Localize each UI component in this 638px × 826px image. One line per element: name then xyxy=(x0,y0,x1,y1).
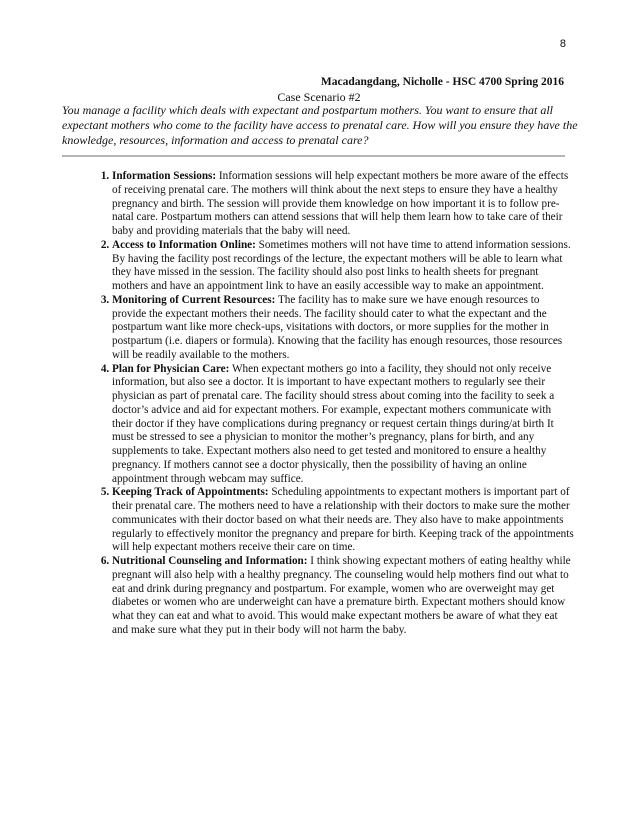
item-text: I think showing expectant mothers of eating healthy while pregnant will also help with a healthy pregnancy. The counseling would help mothers find out what to eat and drink during pregnancy and postpartum. For example, women who are overweight may get diabetes or women who are underweight can have a premature birth. Expectant mothers should know what they can eat and what to avoid. This would make expectant mothers be aware of what they eat and make sure what they put in their body will not harm the baby. xyxy=(112,555,571,636)
divider xyxy=(62,155,565,157)
item-heading: Access to Information Online: xyxy=(112,238,256,251)
answer-list xyxy=(84,170,574,638)
page-number: 8 xyxy=(559,38,566,50)
case-title: Case Scenario #2 xyxy=(277,90,361,104)
list-item xyxy=(112,363,574,487)
list-item xyxy=(112,486,574,555)
item-heading: Information Sessions: xyxy=(112,170,217,182)
item-text: Scheduling appointments to expectant mothers is important part of their prenatal care. The mothers need to have a relationship with their doctors to make sure the mother communicates with their doctor based on what their needs are. They also have to make appointments regularly to effectively monitor the pregnancy and prepare for birth. Keeping track of the appointments will help expectant mothers receive their care on time. xyxy=(112,486,574,554)
list-item xyxy=(112,555,574,638)
item-text: Sometimes mothers will not have time to attend information sessions. By having the facility post recordings of the lecture, the expectant mothers will be able to learn what they have missed in the session. The facility should also post links to health sheets for pregnant mothers and have an appointment link to have an easily accessible way to make an appointment. xyxy=(112,238,571,292)
item-text: Information sessions will help expectant mothers be more aware of the effects of receiving prenatal care. The mothers will think about the next steps to ensure they have a healthy pregnancy and birth. The session will provide them knowledge on how important it is to follow pre-natal care. Postpartum mothers can attend sessions that will help them learn how to take care of their baby and providing materials that the baby will need. xyxy=(112,170,569,237)
item-text: When expectant mothers go into a facility, they should not only receive information, but also see a doctor. It is important to have expectant mothers to regularly see their physician as part of prenatal care. The facility should stress about coming into the facility to seek a doctor’s advice and aid for expectant mothers. For example, expectant mothers communicate with their doctor if they have complications during pregnancy or request certain things during/at birth It must be stressed to see a physician to monitor the mother’s pregnancy, plans for birth, and any supplements to take. Expectant mothers also need to get tested and monitored to ensure a healthy pregnancy. If mothers cannot see a doctor physically, then the possibility of having an online appointment through webcam may suffice. xyxy=(112,362,555,485)
item-heading: Monitoring of Current Resources: xyxy=(112,293,276,306)
author-line: Macadangdang, Nicholle - HSC 4700 Spring 2016 xyxy=(320,76,564,88)
item-heading: Plan for Physician Care: xyxy=(112,362,230,375)
list-item xyxy=(112,294,574,363)
list-item xyxy=(112,239,574,294)
scenario-prompt: You manage a facility which deals with expectant and postpartum mothers. You want to ensure that all expectant mothers who come to the facility have access to prenatal care. How will you ensure they have the knowledge, resources, information and access to prenatal care? xyxy=(62,103,578,147)
item-heading: Nutritional Counseling and Information: xyxy=(112,555,308,567)
item-text: The facility has to make sure we have enough resources to provide the expectant mothers their needs. The facility should cater to what the expectant and the postpartum want like more check-ups, visitations with doctors, or more supplies for the mother in postpartum (i.e. diapers or formula). Knowing that the facility has enough resources, those resources will be readily available to the mothers. xyxy=(112,293,563,361)
item-heading: Keeping Track of Appointments: xyxy=(112,486,269,499)
list-item xyxy=(112,170,574,239)
